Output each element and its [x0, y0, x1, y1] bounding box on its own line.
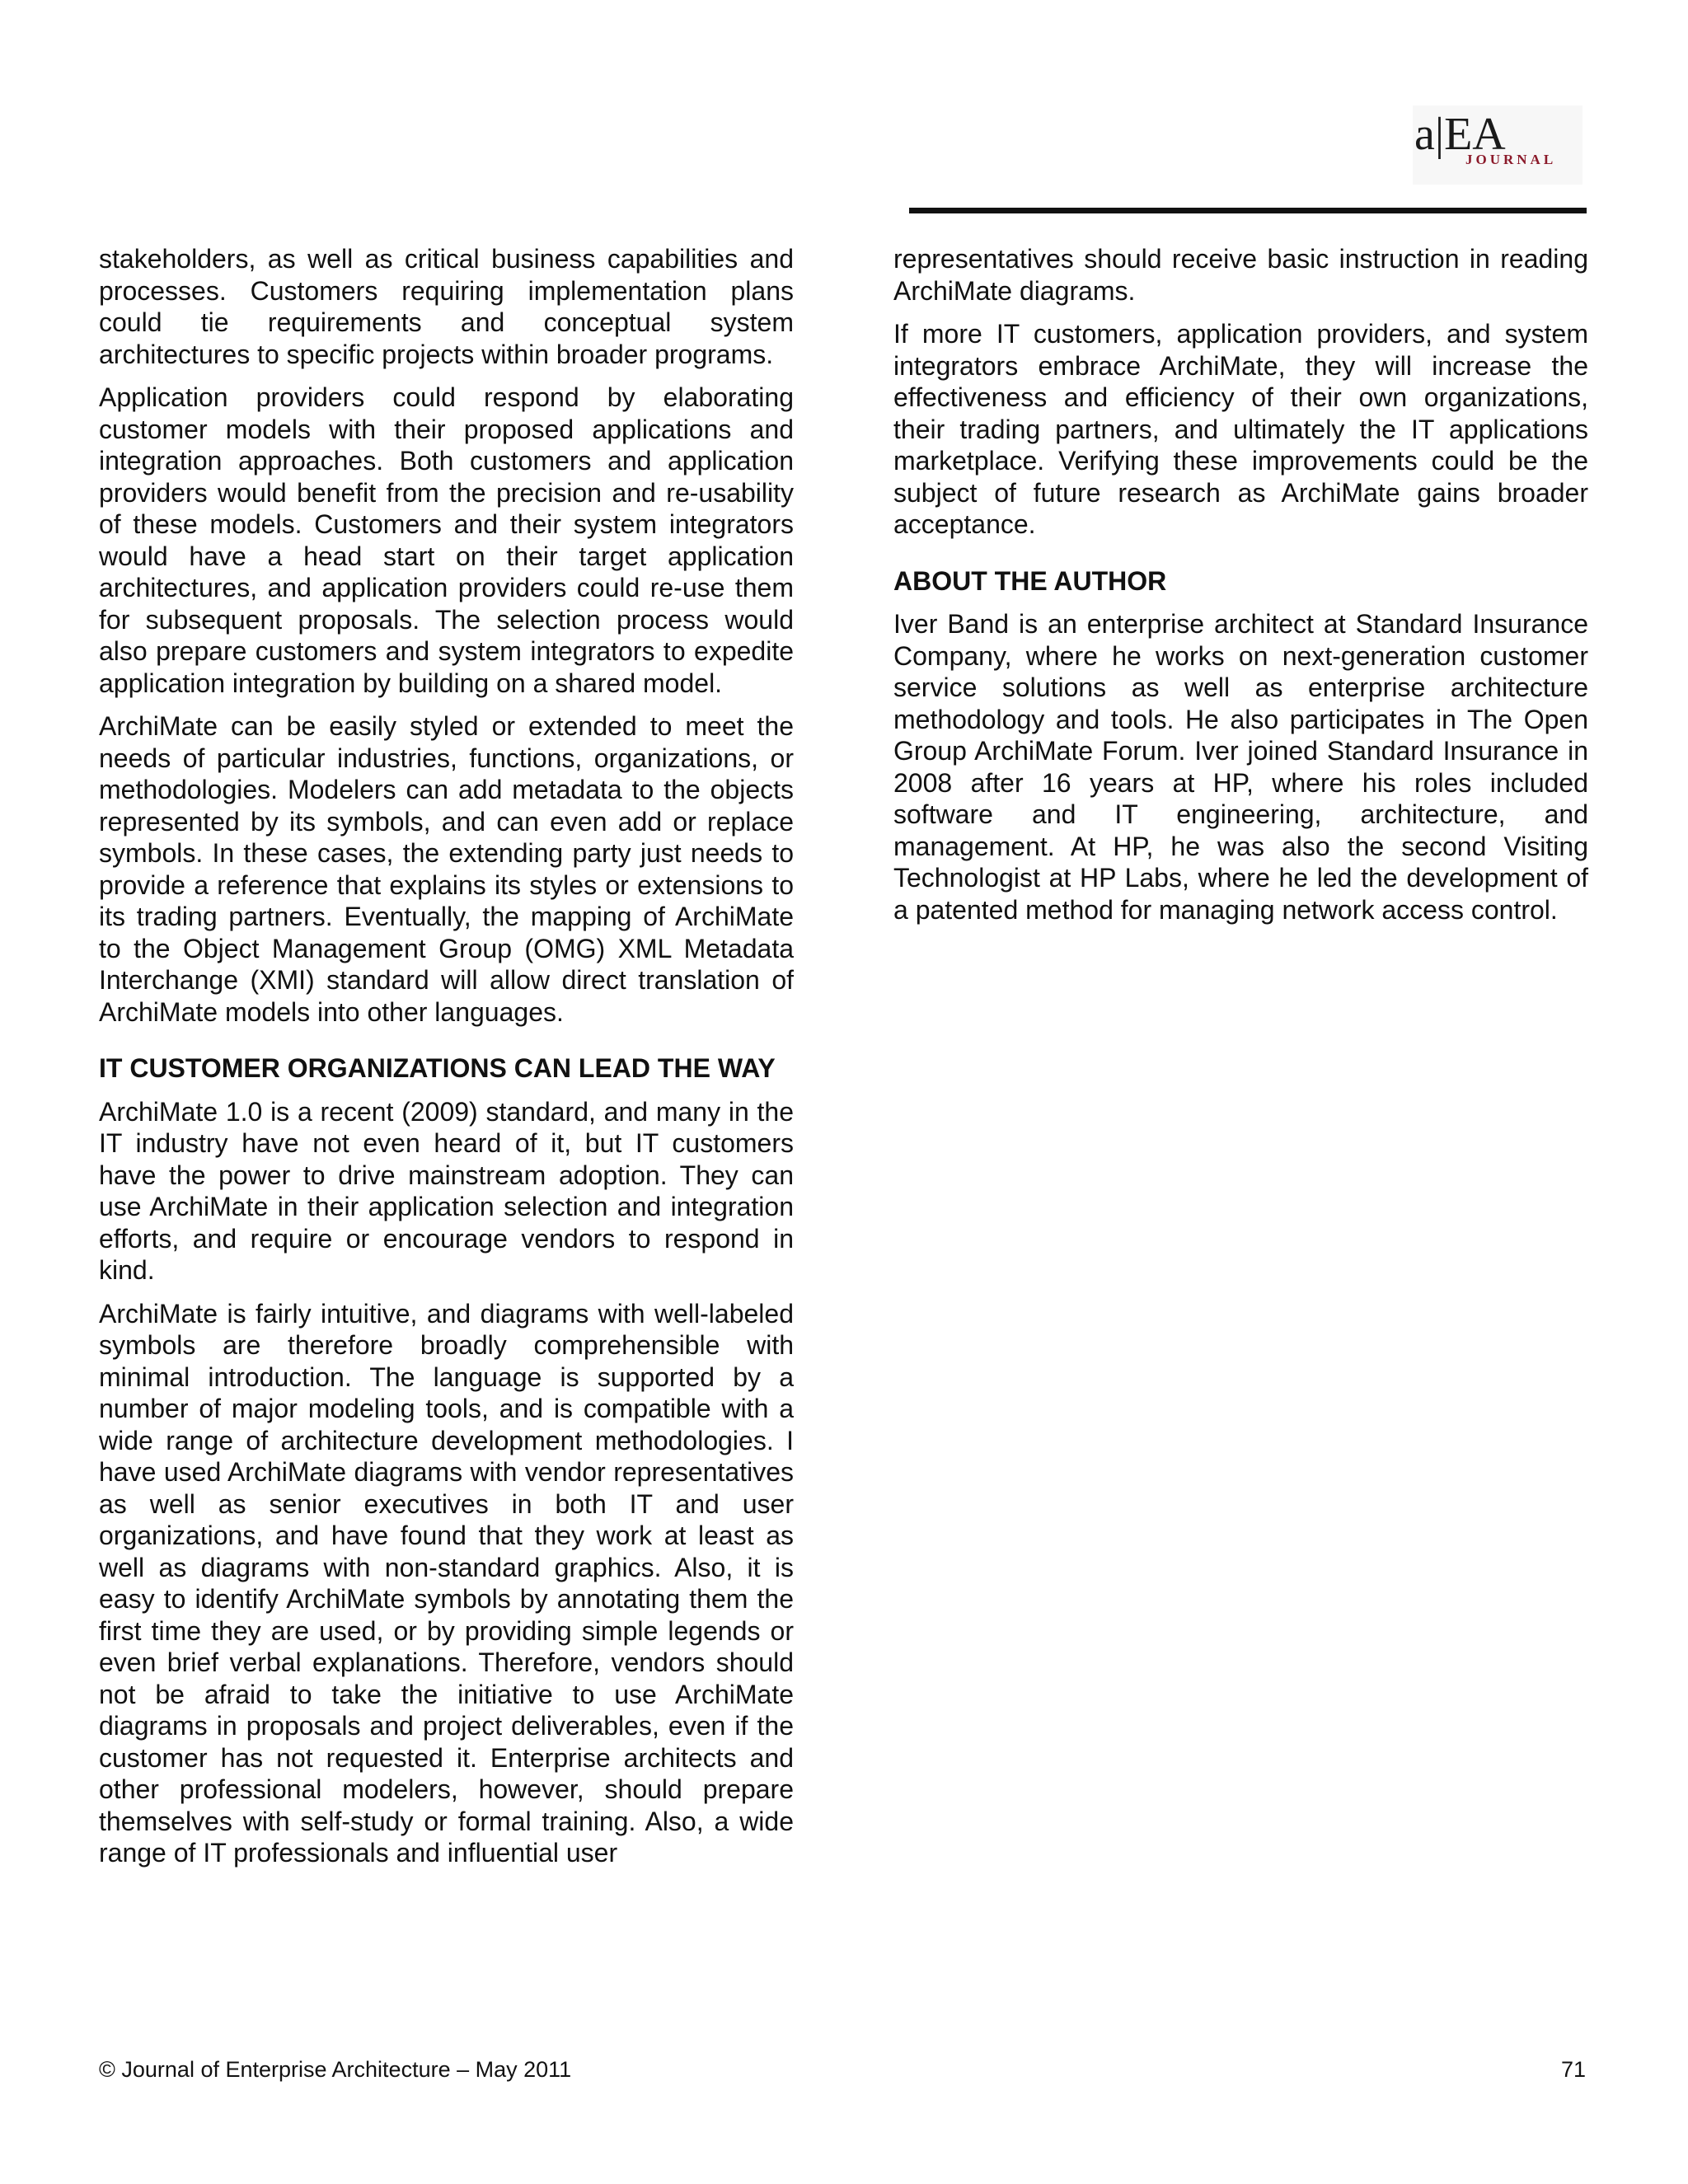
journal-logo: [1413, 105, 1582, 185]
right-paragraph-2: If more IT customers, application providers, and system integrators embrace ArchiMate, they will increase the effectiveness and efficiency of their own organizations, their trading partners, and ultimately the IT applications marketplace. Verifying these improvements could be the subject of future research as ArchiMate gains broader acceptance.: [893, 319, 1588, 539]
left-paragraph-1: stakeholders, as well as critical business capabilities and processes. Customers requiring implementation plans could tie requirements and conceptual system architectures to specific projects within broader programs.: [99, 244, 794, 369]
section-heading-it-customer: IT CUSTOMER ORGANIZATIONS CAN LEAD THE WAY: [99, 1053, 776, 1083]
left-paragraph-3: ArchiMate can be easily styled or extended to meet the needs of particular industries, functions, organizations, or methodologies. Modelers can add metadata to the objects represented by its symbols, and can even add or replace symbols. In these cases, the extending party just needs to provide a reference that explains its styles or extensions to its trading partners. Eventually, the mapping of ArchiMate to the Object Management Group (OMG) XML Metadata Interchange (XMI) standard will allow direct translation of ArchiMate models into other languages.: [99, 711, 794, 1027]
page-number: 71: [1560, 2057, 1586, 2082]
footer-copyright: © Journal of Enterprise Architecture – May 2011: [99, 2057, 572, 2082]
left-column: [99, 243, 794, 1881]
right-paragraph-1: representatives should receive basic instruction in reading ArchiMate diagrams.: [893, 244, 1588, 306]
logo-subtitle: JOURNAL: [1465, 152, 1557, 167]
logo-wordmark: a|EA: [1414, 109, 1506, 160]
left-paragraph-5: ArchiMate is fairly intuitive, and diagrams with well-labeled symbols are therefore broadly comprehensible with minimal introduction. The language is supported by a number of major modeling tools, and is compatible with a wide range of architecture development methodologies. I have used ArchiMate diagrams with vendor representatives as well as senior executives in both IT and user organizations, and have found that they work at least as well as diagrams with non-standard graphics. Also, it is easy to identify ArchiMate symbols by annotating them the first time they are used, or by providing simple legends or even brief verbal explanations. Therefore, vendors should not be afraid to take the initiative to use ArchiMate diagrams in proposals and project deliverables, even if the customer has not requested it. Enterprise architects and other professional modelers, however, should prepare themselves with self-study or formal training. Also, a wide range of IT professionals and influential user: [99, 1298, 794, 1868]
right-paragraph-3: Iver Band is an enterprise architect at Standard Insurance Company, where he works on next-generation customer service solutions as well as enterprise architecture methodology and tools. He also participates in The Open Group ArchiMate Forum. Iver joined Standard Insurance in 2008 after 16 years at HP, where his roles included software and IT engineering, architecture, and management. At HP, he was also the second Visiting Technologist at HP Labs, where he led the development of a patented method for managing network access control.: [893, 609, 1588, 925]
section-heading-about-author: ABOUT THE AUTHOR: [893, 565, 1167, 596]
header-rule: [909, 208, 1587, 213]
right-column: [893, 243, 1588, 937]
left-paragraph-4: ArchiMate 1.0 is a recent (2009) standard, and many in the IT industry have not even heard of it, but IT customers have the power to drive mainstream adoption. They can use ArchiMate in their application selection and integration efforts, and require or encourage vendors to respond in kind.: [99, 1096, 794, 1285]
left-paragraph-2: Application providers could respond by elaborating customer models with their proposed applications and integration approaches. Both customers and application providers would benefit from the precision and re-usability of these models. Customers and their system integrators would have a head start on their target application architectures, and application providers could re-use them for subsequent proposals. The selection process would also prepare customers and system integrators to expedite application integration by building on a shared model.: [99, 382, 794, 698]
